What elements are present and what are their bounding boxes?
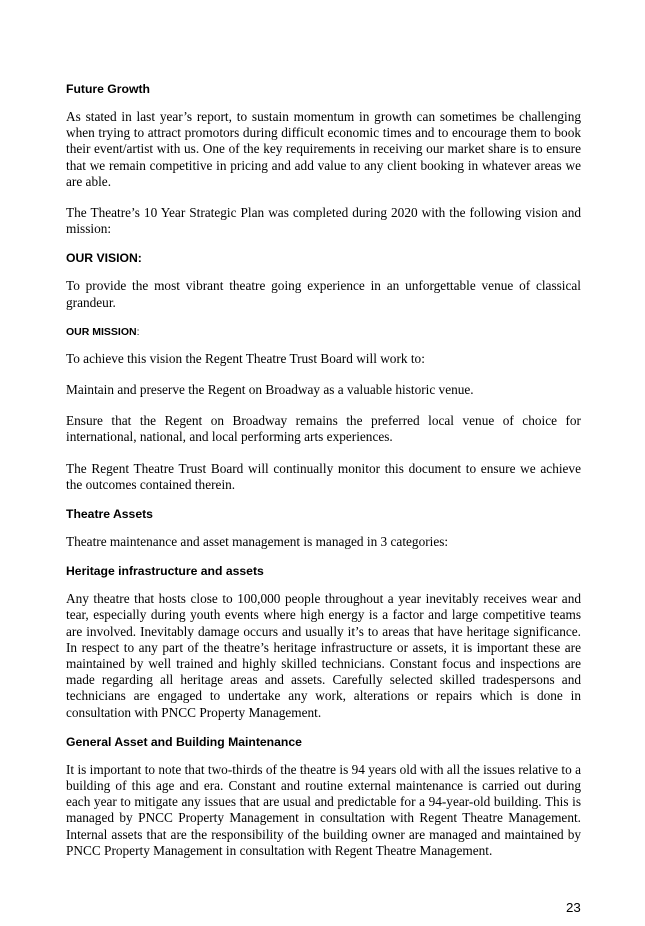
heritage-heading: Heritage infrastructure and assets bbox=[66, 564, 264, 579]
general-maintenance-text: It is important to note that two-thirds of the theatre is 94 years old with all the issues relative to a building of this age and era. Constant and routine external maintenance is carried out during each year to mitigate any issues that are usual and predictable for a 94-year-old building. This is managed by PNCC Property Management in consultation with Regent Theatre Management. Internal assets that are the responsibility of the building owner are managed and maintained by PNCC Property Management in consultation with Regent Theatre Management. bbox=[66, 761, 581, 858]
document-page bbox=[66, 82, 581, 859]
vision-text: To provide the most vibrant theatre going experience in an unforgettable venue of classical grandeur. bbox=[66, 278, 581, 310]
general-maintenance-heading: General Asset and Building Maintenance bbox=[66, 734, 302, 749]
mission-heading bbox=[66, 325, 581, 340]
heritage-text: Any theatre that hosts close to 100,000 people throughout a year inevitably receives wear and tear, especially during youth events where high energy is a factor and large competitive teams are involved. Inevitably damage occurs and usually it’s to areas that have heritage significance. In respect to any part of the theatre’s heritage infrastructure or assets, it is important these are maintained by well trained and highly skilled technicians. Constant focus and inspections are made regarding all heritage areas and assets. Carefully selected skilled tradespersons and technicians are engaged to undertake any work, alterations or repairs which is done in consultation with PNCC Property Management. bbox=[66, 591, 581, 720]
mission-item-preserve: Maintain and preserve the Regent on Broadway as a valuable historic venue. bbox=[66, 382, 474, 398]
mission-monitor-paragraph: The Regent Theatre Trust Board will continually monitor this document to ensure we achieve the outcomes contained therein. bbox=[66, 460, 581, 492]
theatre-assets-text: Theatre maintenance and asset management is managed in 3 categories: bbox=[66, 534, 449, 550]
strategic-plan-paragraph: The Theatre’s 10 Year Strategic Plan was completed during 2020 with the following vision and mission: bbox=[66, 205, 581, 237]
mission-intro: To achieve this vision the Regent Theatre Trust Board will work to: bbox=[66, 350, 425, 366]
mission-item-preferred-venue: Ensure that the Regent on Broadway remains the preferred local venue of choice for international, national, and local performing arts experiences. bbox=[66, 413, 581, 445]
page-number: 23 bbox=[566, 900, 581, 915]
future-growth-heading: Future Growth bbox=[66, 82, 150, 96]
mission-heading-colon: : bbox=[136, 325, 140, 338]
mission-heading-label: OUR MISSION bbox=[66, 325, 137, 338]
vision-heading: OUR VISION: bbox=[66, 251, 142, 266]
future-growth-paragraph: As stated in last year’s report, to sustain momentum in growth can sometimes be challenging when trying to attract promotors during difficult economic times and to encourage them to book their event/artist with us. One of the key requirements in receiving our market share is to ensure that we remain competitive in pricing and add value to any client booking in whatever areas we are able. bbox=[66, 109, 581, 189]
theatre-assets-heading: Theatre Assets bbox=[66, 507, 153, 522]
